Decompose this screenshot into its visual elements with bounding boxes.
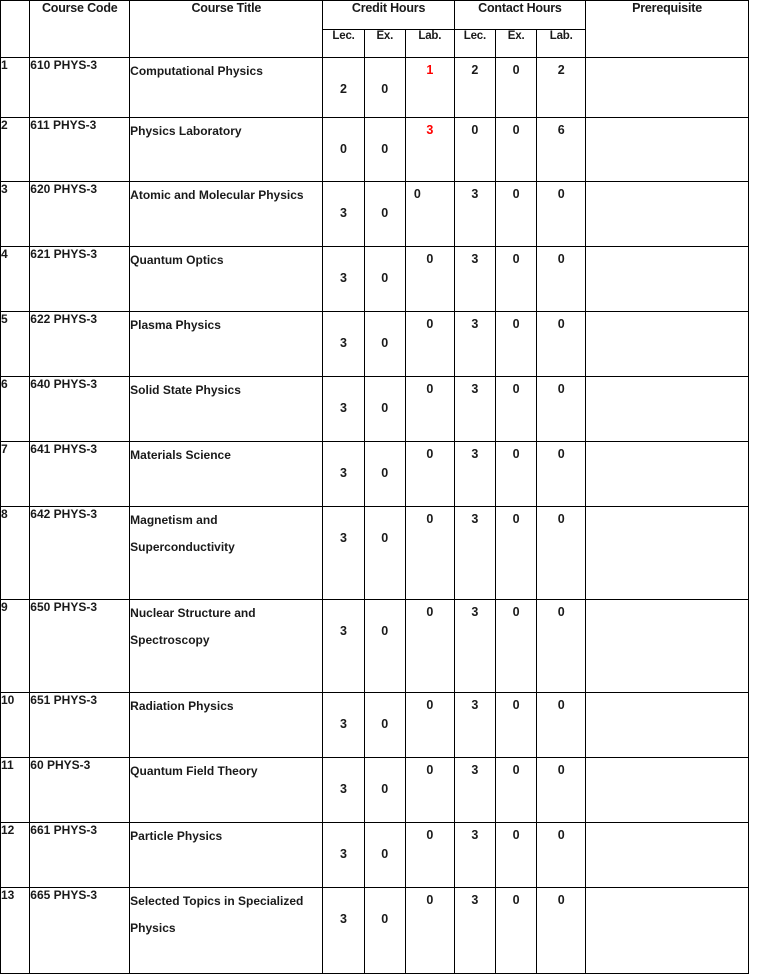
contact-ex-cell: 0: [496, 182, 537, 247]
row-number-cell: 7: [1, 442, 30, 507]
table-row[interactable]: [1, 118, 749, 182]
table-row[interactable]: [1, 58, 749, 118]
row-number-cell: 3: [1, 182, 30, 247]
contact-lec-cell: 3: [454, 888, 495, 974]
course-title-line: Materials Science: [130, 448, 231, 462]
prerequisite-cell: [586, 442, 749, 507]
course-title-line: Quantum Optics: [130, 253, 224, 267]
course-title-line: Nuclear Structure and: [130, 606, 256, 620]
header-credit-ex: Ex.: [364, 30, 405, 58]
prerequisite-cell: [586, 377, 749, 442]
credit-lab-cell: 0: [405, 312, 454, 377]
table-row[interactable]: [1, 758, 749, 823]
prerequisite-cell: [586, 823, 749, 888]
credit-lec-cell: 3: [323, 693, 364, 758]
header-contact-hours-group: Contact Hours: [454, 1, 585, 30]
credit-lab-cell: 0: [405, 693, 454, 758]
table-row[interactable]: [1, 600, 749, 693]
credit-ex-cell: 0: [364, 888, 405, 974]
course-title-cell: [130, 758, 323, 823]
contact-lab-cell: 0: [537, 600, 586, 693]
contact-lab-cell: 0: [537, 247, 586, 312]
credit-ex-cell: 0: [364, 377, 405, 442]
credit-lab-cell: 0: [405, 377, 454, 442]
contact-lec-cell: 3: [454, 247, 495, 312]
credit-lab-highlight: 1: [426, 63, 434, 77]
table-row[interactable]: [1, 507, 749, 600]
course-code-cell: 642 PHYS-3: [30, 507, 130, 600]
contact-ex-cell: 0: [496, 823, 537, 888]
contact-ex-cell: 0: [496, 312, 537, 377]
course-title-line: Magnetism and: [130, 513, 218, 527]
prerequisite-cell: [586, 118, 749, 182]
credit-ex-cell: 0: [364, 507, 405, 600]
credit-lab-cell: 0: [405, 507, 454, 600]
course-title-cell: [130, 118, 323, 182]
row-number-cell: 11: [1, 758, 30, 823]
course-title-cell: [130, 377, 323, 442]
credit-lec-cell: 2: [323, 58, 364, 118]
table-row[interactable]: [1, 182, 749, 247]
credit-lec-cell: 3: [323, 312, 364, 377]
course-code-cell: 651 PHYS-3: [30, 693, 130, 758]
course-code-cell: 661 PHYS-3: [30, 823, 130, 888]
row-number-cell: 10: [1, 693, 30, 758]
credit-lec-cell: 3: [323, 442, 364, 507]
row-number-cell: 8: [1, 507, 30, 600]
course-title-cell: [130, 312, 323, 377]
row-number-cell: 9: [1, 600, 30, 693]
table-body: [1, 58, 749, 974]
contact-lec-cell: 3: [454, 693, 495, 758]
credit-ex-cell: 0: [364, 442, 405, 507]
table-row[interactable]: [1, 823, 749, 888]
credit-lec-cell: 3: [323, 247, 364, 312]
credit-ex-cell: 0: [364, 182, 405, 247]
credit-lab-cell: 0: [405, 758, 454, 823]
header-contact-lec: Lec.: [454, 30, 495, 58]
row-number-cell: 1: [1, 58, 30, 118]
contact-ex-cell: 0: [496, 758, 537, 823]
contact-lec-cell: 3: [454, 377, 495, 442]
credit-lab-cell: 0: [405, 442, 454, 507]
course-code-cell: 640 PHYS-3: [30, 377, 130, 442]
table-row[interactable]: [1, 377, 749, 442]
header-contact-ex: Ex.: [496, 30, 537, 58]
contact-lab-cell: 0: [537, 377, 586, 442]
header-credit-lab: Lab.: [405, 30, 454, 58]
contact-lec-cell: 3: [454, 507, 495, 600]
credit-lec-cell: 3: [323, 377, 364, 442]
contact-lab-cell: 6: [537, 118, 586, 182]
credit-lab-cell: 0: [405, 600, 454, 693]
credit-lab-cell: [405, 118, 454, 182]
course-title-line: Physics: [130, 921, 176, 935]
contact-lec-cell: 3: [454, 823, 495, 888]
credit-lec-cell: 3: [323, 823, 364, 888]
course-title-cell: [130, 58, 323, 118]
contact-lec-cell: 3: [454, 182, 495, 247]
credit-ex-cell: 0: [364, 823, 405, 888]
header-course-code: Course Code: [30, 1, 130, 58]
credit-ex-cell: 0: [364, 600, 405, 693]
contact-lab-cell: 2: [537, 58, 586, 118]
contact-lec-cell: 0: [454, 118, 495, 182]
course-title-line: Solid State Physics: [130, 383, 241, 397]
row-number-cell: 5: [1, 312, 30, 377]
header-row-number: [1, 1, 30, 58]
credit-lab-cell: 0: [405, 247, 454, 312]
prerequisite-cell: [586, 247, 749, 312]
course-title-cell: [130, 693, 323, 758]
course-title-cell: [130, 600, 323, 693]
course-code-cell: 650 PHYS-3: [30, 600, 130, 693]
table-header: [1, 1, 749, 58]
credit-lab-cell: [405, 58, 454, 118]
credit-lab-cell: 0: [405, 888, 454, 974]
contact-ex-cell: 0: [496, 507, 537, 600]
row-number-cell: 2: [1, 118, 30, 182]
header-prerequisite: Prerequisite: [586, 1, 749, 58]
credit-lec-cell: 3: [323, 600, 364, 693]
course-title-line: Superconductivity: [130, 540, 235, 554]
prerequisite-cell: [586, 507, 749, 600]
contact-ex-cell: 0: [496, 600, 537, 693]
course-code-cell: 665 PHYS-3: [30, 888, 130, 974]
credit-lec-cell: 0: [323, 118, 364, 182]
credit-lec-cell: 3: [323, 182, 364, 247]
course-title-cell: [130, 823, 323, 888]
course-code-cell: 611 PHYS-3: [30, 118, 130, 182]
contact-lab-cell: 0: [537, 693, 586, 758]
credit-ex-cell: 0: [364, 58, 405, 118]
course-title-line: Selected Topics in Specialized: [130, 894, 304, 908]
credit-ex-cell: 0: [364, 693, 405, 758]
row-number-cell: 12: [1, 823, 30, 888]
row-number-cell: 6: [1, 377, 30, 442]
contact-lec-cell: 3: [454, 600, 495, 693]
contact-lec-cell: 3: [454, 442, 495, 507]
course-title-line: Computational Physics: [130, 64, 263, 78]
course-title-line: Plasma Physics: [130, 318, 221, 332]
table-row[interactable]: [1, 312, 749, 377]
contact-ex-cell: 0: [496, 888, 537, 974]
course-code-cell: 610 PHYS-3: [30, 58, 130, 118]
course-title-line: Atomic and Molecular Physics: [130, 188, 304, 202]
table-row[interactable]: [1, 693, 749, 758]
prerequisite-cell: [586, 58, 749, 118]
credit-lab-cell: 0: [405, 823, 454, 888]
course-code-cell: 641 PHYS-3: [30, 442, 130, 507]
prerequisite-cell: [586, 758, 749, 823]
table-row[interactable]: [1, 247, 749, 312]
course-code-cell: 620 PHYS-3: [30, 182, 130, 247]
contact-lab-cell: 0: [537, 823, 586, 888]
header-course-title: Course Title: [130, 1, 323, 58]
contact-lab-cell: 0: [537, 182, 586, 247]
contact-lab-cell: 0: [537, 507, 586, 600]
credit-ex-cell: 0: [364, 312, 405, 377]
prerequisite-cell: [586, 312, 749, 377]
contact-lec-cell: 3: [454, 312, 495, 377]
contact-ex-cell: 0: [496, 118, 537, 182]
course-title-line: Radiation Physics: [130, 699, 234, 713]
contact-lec-cell: 2: [454, 58, 495, 118]
table-row[interactable]: [1, 888, 749, 974]
credit-lec-cell: 3: [323, 758, 364, 823]
prerequisite-cell: [586, 693, 749, 758]
contact-lab-cell: 0: [537, 888, 586, 974]
course-title-line: Spectroscopy: [130, 633, 210, 647]
header-credit-lec: Lec.: [323, 30, 364, 58]
contact-lab-cell: 0: [537, 442, 586, 507]
course-code-cell: 621 PHYS-3: [30, 247, 130, 312]
credit-lec-cell: 3: [323, 888, 364, 974]
contact-lec-cell: 3: [454, 758, 495, 823]
contact-lab-cell: 0: [537, 758, 586, 823]
credit-ex-cell: 0: [364, 758, 405, 823]
header-credit-hours-group: Credit Hours: [323, 1, 454, 30]
course-title-cell: [130, 247, 323, 312]
contact-lab-cell: 0: [537, 312, 586, 377]
course-code-cell: 60 PHYS-3: [30, 758, 130, 823]
course-code-cell: 622 PHYS-3: [30, 312, 130, 377]
course-title-line: Quantum Field Theory: [130, 764, 258, 778]
table-row[interactable]: [1, 442, 749, 507]
row-number-cell: 13: [1, 888, 30, 974]
credit-lab-cell: 0: [405, 182, 454, 247]
course-title-cell: [130, 888, 323, 974]
credit-lab-highlight: 3: [426, 123, 434, 137]
course-title-cell: [130, 442, 323, 507]
course-title-cell: [130, 507, 323, 600]
course-title-cell: [130, 182, 323, 247]
prerequisite-cell: [586, 600, 749, 693]
credit-lec-cell: 3: [323, 507, 364, 600]
contact-ex-cell: 0: [496, 377, 537, 442]
prerequisite-cell: [586, 182, 749, 247]
contact-ex-cell: 0: [496, 442, 537, 507]
contact-ex-cell: 0: [496, 693, 537, 758]
credit-ex-cell: 0: [364, 247, 405, 312]
row-number-cell: 4: [1, 247, 30, 312]
contact-ex-cell: 0: [496, 58, 537, 118]
header-contact-lab: Lab.: [537, 30, 586, 58]
credit-ex-cell: 0: [364, 118, 405, 182]
prerequisite-cell: [586, 888, 749, 974]
course-title-line: Physics Laboratory: [130, 124, 242, 138]
header-group-row: [1, 1, 749, 30]
contact-ex-cell: 0: [496, 247, 537, 312]
course-title-line: Particle Physics: [130, 829, 223, 843]
